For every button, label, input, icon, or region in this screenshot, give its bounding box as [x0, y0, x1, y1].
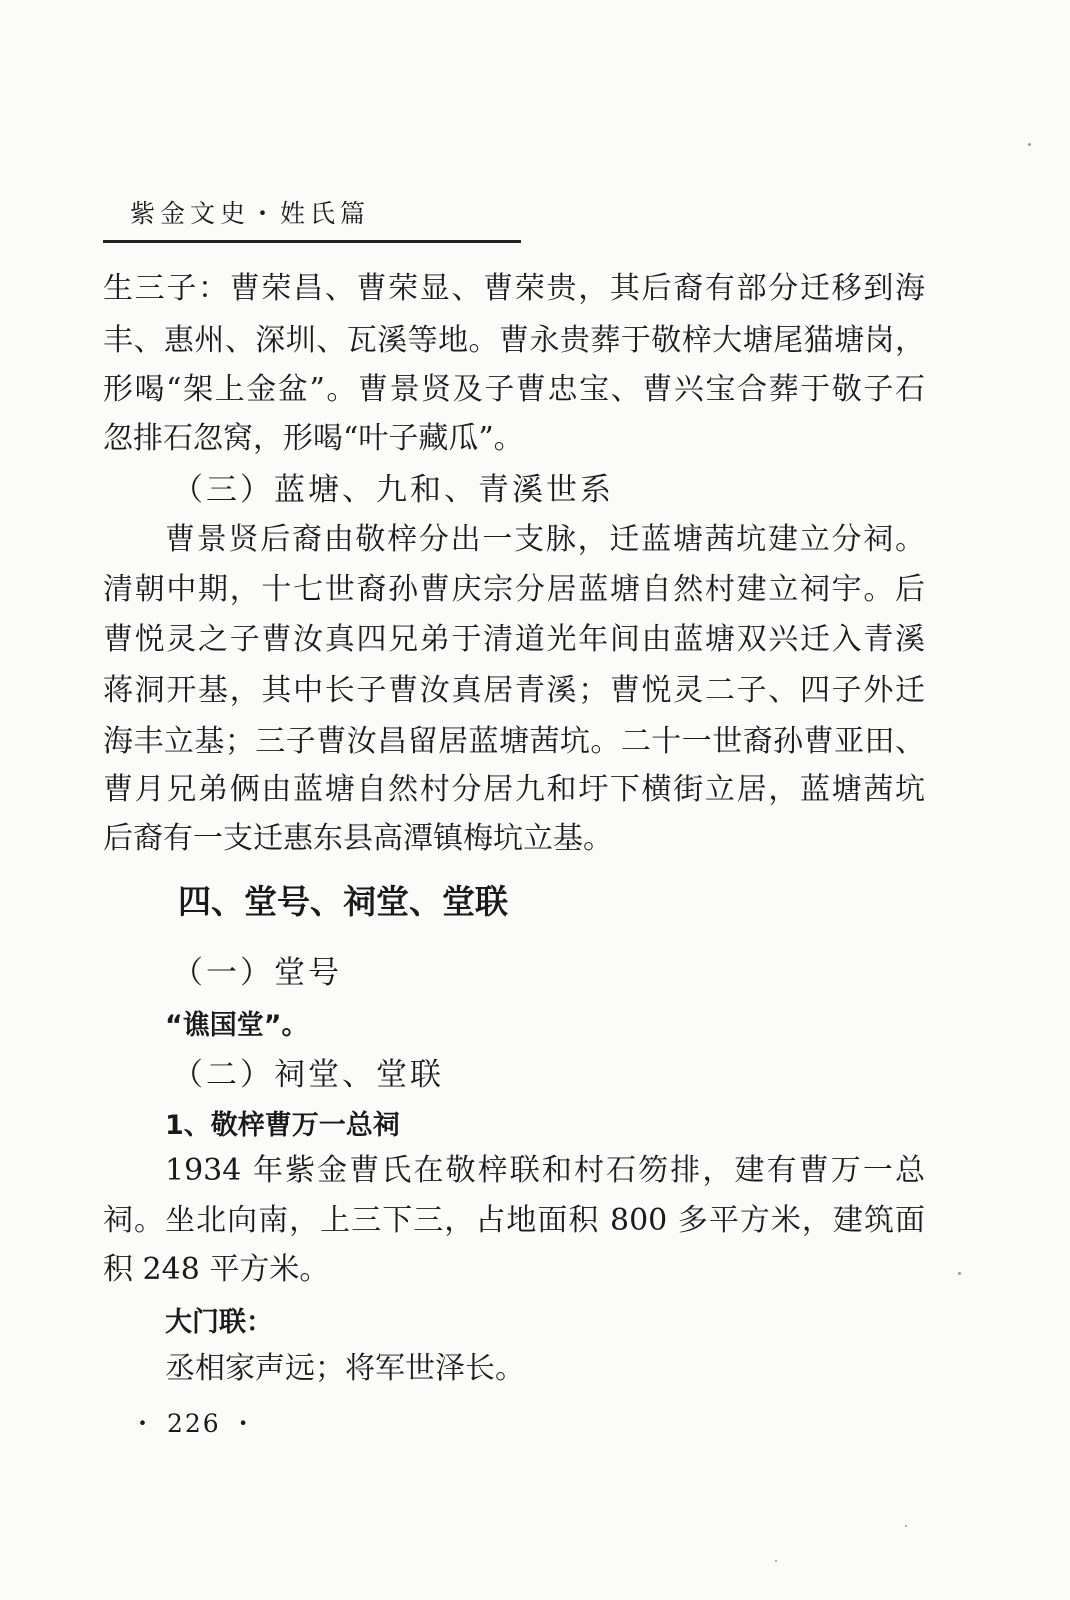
body-line: 忽排石忽窝，形喝“叶子藏瓜”。 — [103, 421, 524, 456]
running-head-title: 紫金文史・姓氏篇 — [130, 199, 371, 228]
body-line: 曹月兄弟俩由蓝塘自然村分居九和圩下横街立居，蓝塘茜坑 — [103, 772, 925, 807]
subheading-hall-name: （一）堂号 — [172, 955, 342, 991]
body-line: 丰、惠州、深圳、瓦溪等地。曹永贵葬于敬梓大塘尾猫塘岗， — [103, 323, 925, 358]
subheading-lineages: （三）蓝塘、九和、青溪世系 — [172, 472, 614, 508]
body-line: 后裔有一支迁惠东县高潭镇梅坑立基。 — [103, 821, 613, 856]
scan-speck — [958, 1272, 961, 1275]
body-line: 形喝“架上金盆”。曹景贤及子曹忠宝、曹兴宝合葬于敬子石 — [103, 372, 925, 407]
body-line: 曹悦灵之子曹汝真四兄弟于清道光年间由蓝塘双兴迁入青溪 — [103, 622, 925, 657]
page-number: ・ 226 ・ — [130, 1409, 258, 1438]
subheading-ancestral-hall: （二）祠堂、堂联 — [172, 1057, 444, 1093]
body-line: 生三子：曹荣昌、曹荣显、曹荣贵，其后裔有部分迁移到海 — [103, 271, 925, 306]
section-heading: 四、堂号、祠堂、堂联 — [178, 882, 508, 921]
body-line: 海丰立基；三子曹汝昌留居蓝塘茜坑。二十一世裔孙曹亚田、 — [103, 724, 925, 759]
body-line: 蒋洞开基，其中长子曹汝真居青溪；曹悦灵二子、四子外迁 — [103, 673, 925, 708]
hall-name-text: “谯国堂”。 — [165, 1010, 309, 1041]
header-rule — [103, 240, 521, 243]
door-couplet-text: 丞相家声远；将军世泽长。 — [165, 1351, 525, 1386]
scan-speck — [905, 1525, 907, 1527]
door-couplet-label: 大门联： — [165, 1307, 273, 1338]
item-heading: 1、敬梓曹万一总祠 — [165, 1110, 400, 1141]
body-line: 祠。坐北向南，上三下三，占地面积 800 多平方米，建筑面 — [103, 1203, 925, 1238]
body-line: 积 248 平方米。 — [103, 1252, 330, 1287]
scan-speck — [775, 1560, 777, 1562]
scan-speck — [1028, 143, 1031, 146]
body-line: 曹景贤后裔由敬梓分出一支脉，迁蓝塘茜坑建立分祠。 — [165, 522, 925, 557]
body-line: 清朝中期，十七世裔孙曹庆宗分居蓝塘自然村建立祠宇。后 — [103, 572, 925, 607]
body-line: 1934 年紫金曹氏在敬梓联和村石笏排，建有曹万一总 — [165, 1153, 925, 1188]
